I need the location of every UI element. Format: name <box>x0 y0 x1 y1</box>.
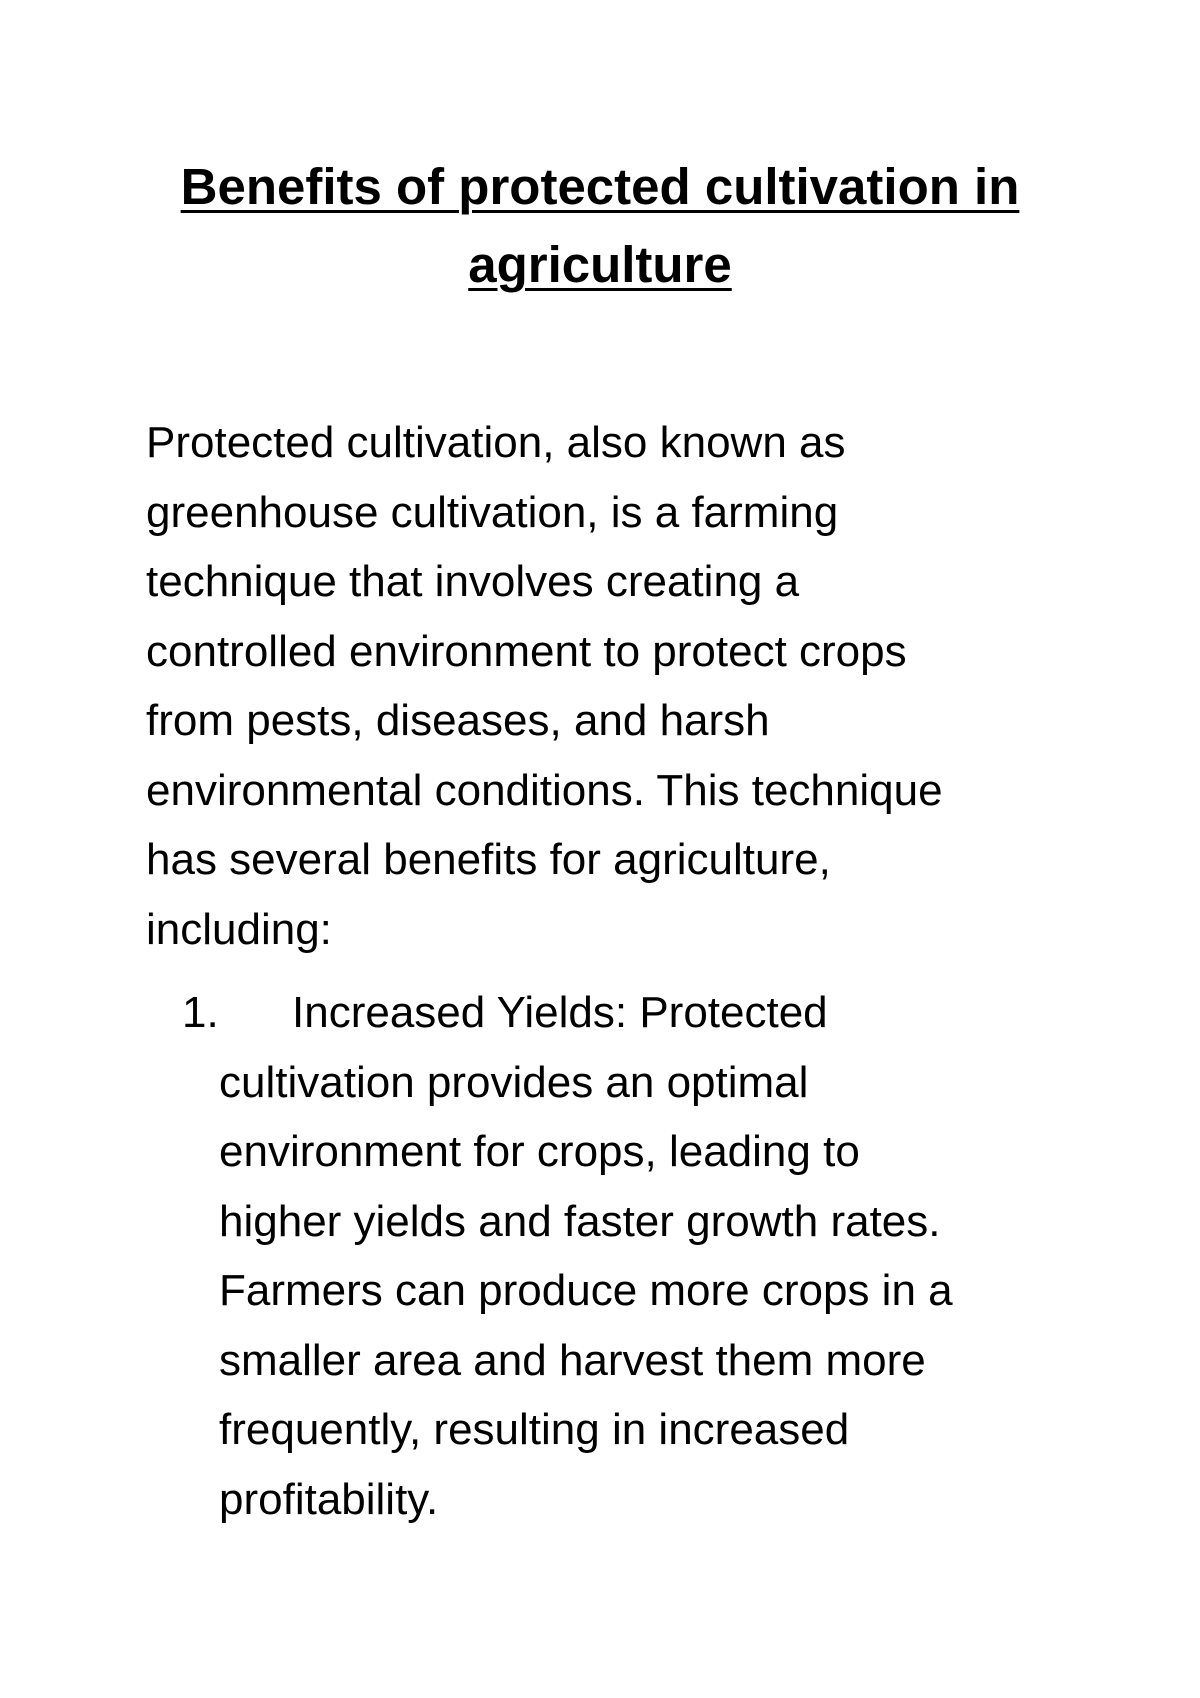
list-item-first-line: Increased Yields: Protected <box>292 988 828 1037</box>
list-item-number: 1. <box>182 988 219 1037</box>
intro-paragraph: Protected cultivation, also known as greenhouse cultivation, is a farming technique that involves creating a controlled environment to protect crops from pests, diseases, and harsh environmental conditions. This technique has several benefits for agriculture, including: <box>146 418 943 954</box>
list-item-text: cultivation provides an optimal environment for crops, leading to higher yields and faster growth rates. Farmers can produce more crops in a smaller area and harvest them more frequently, resulting in increased profitability. <box>219 1057 953 1524</box>
document-title: Benefits of protected cultivation in agriculture <box>180 158 1020 293</box>
